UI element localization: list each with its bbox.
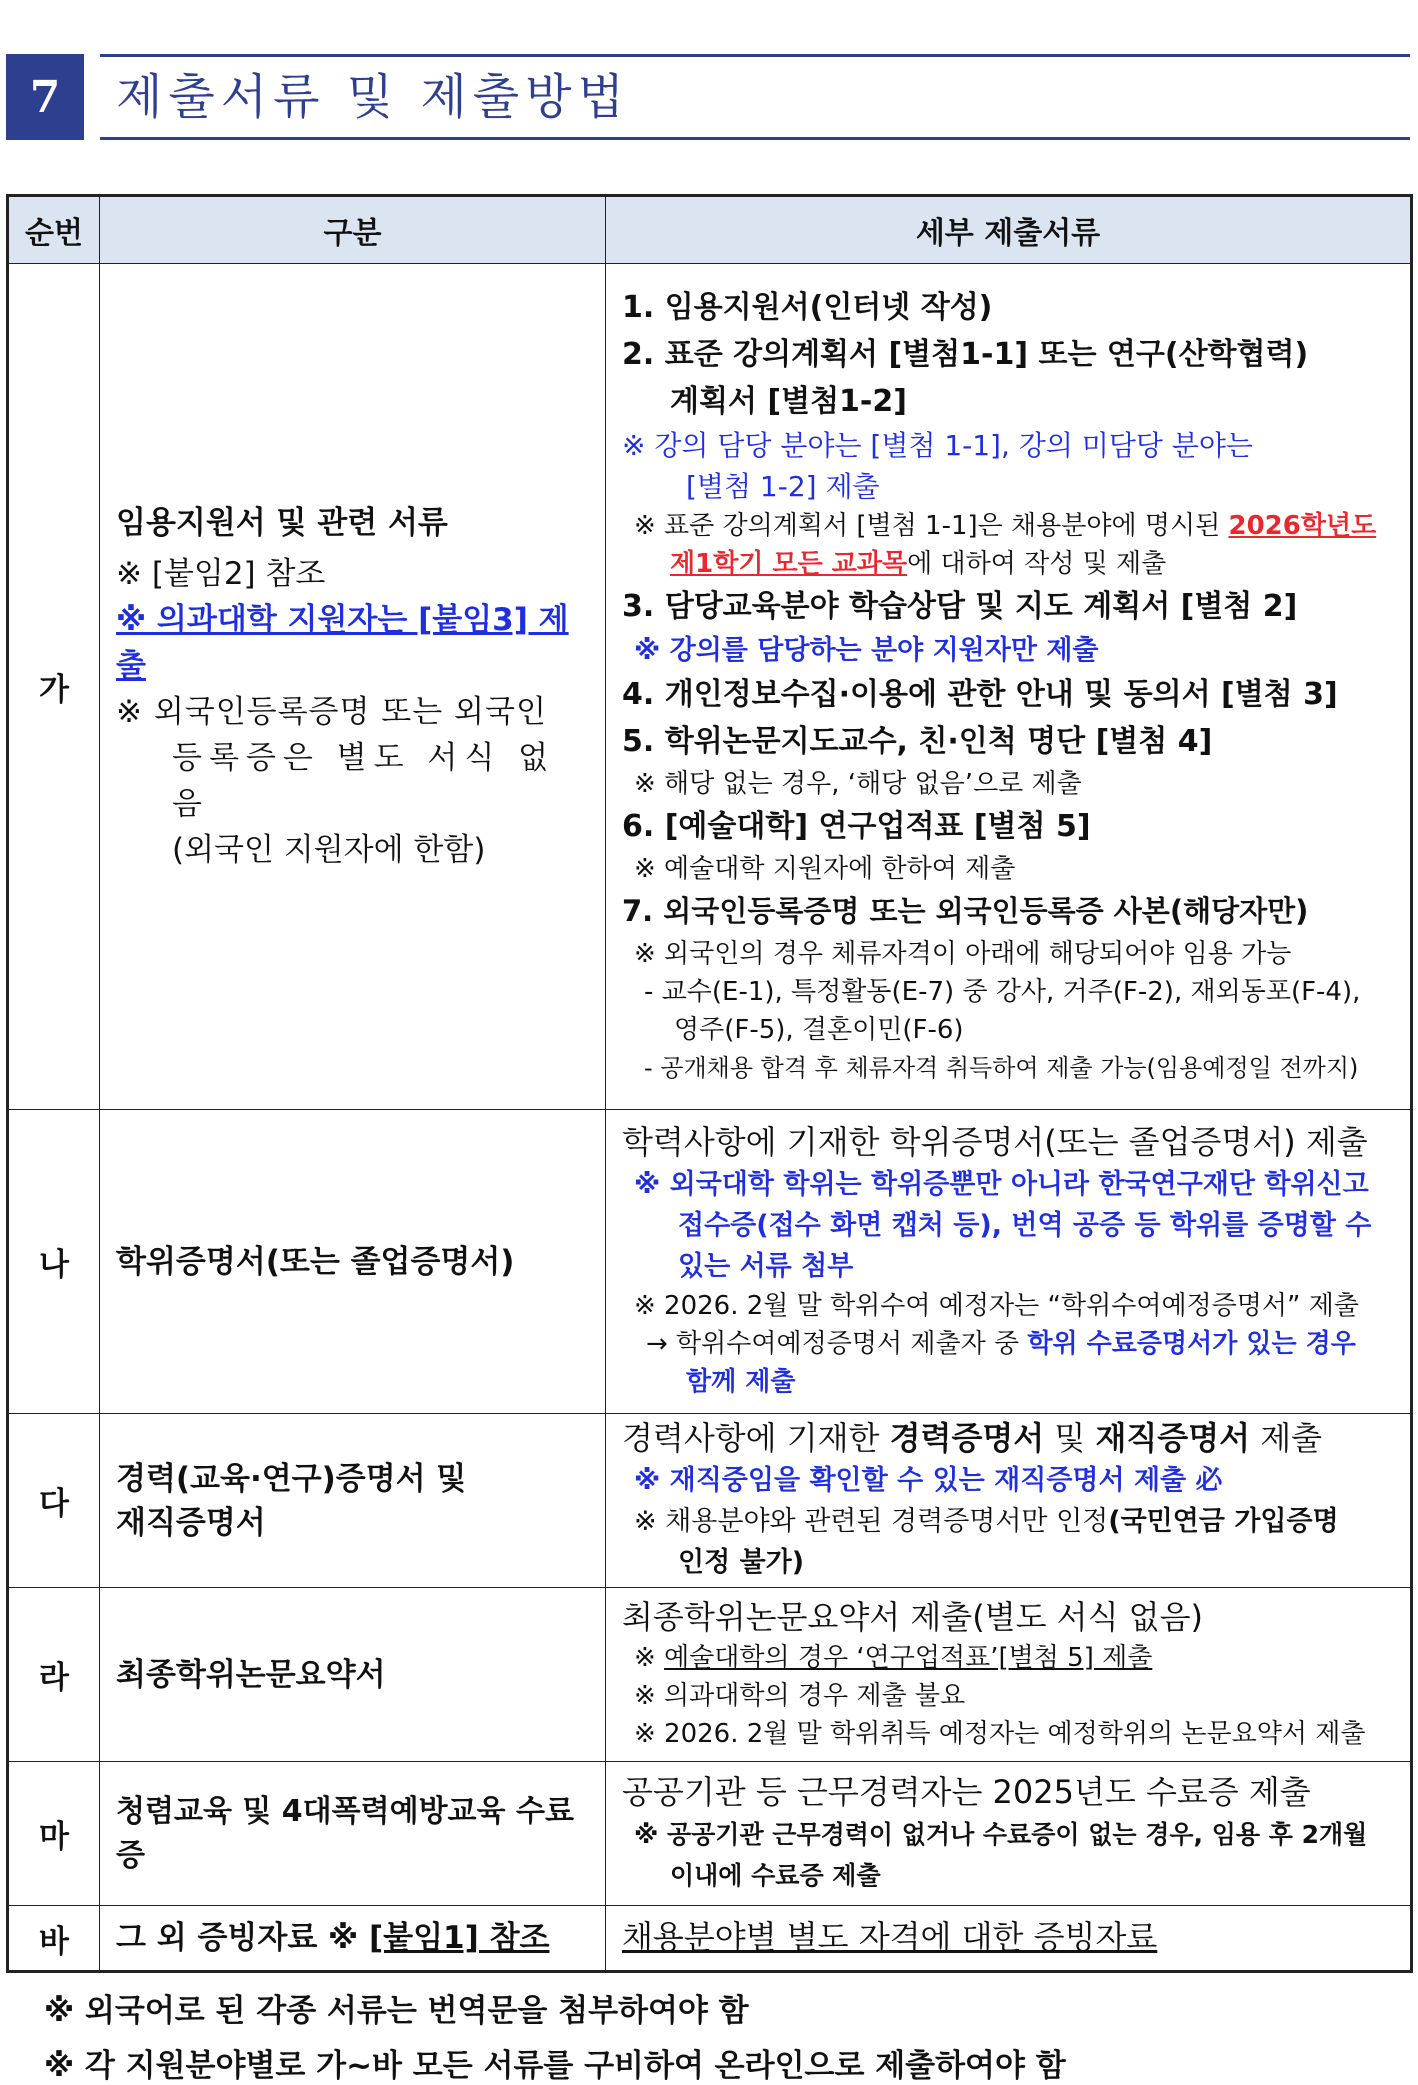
row-details xyxy=(606,1906,1412,1972)
table-row xyxy=(8,1906,1412,1972)
section-title: 제출서류 및 제출방법 xyxy=(116,69,630,125)
detail-item: 계획서 [별첨1-2] xyxy=(670,384,907,419)
detail-note: ※ 외국대학 학위는 학위증뿐만 아니라 한국연구재단 학위신고 xyxy=(634,1169,1369,1200)
detail-note xyxy=(622,1325,1398,1363)
detail-item: 6. [예술대학] 연구업적표 [별첨 5] xyxy=(622,809,1091,844)
header-rule-bottom xyxy=(100,137,1410,140)
detail-note xyxy=(622,545,1398,583)
row-index: 다 xyxy=(8,1414,100,1588)
detail-note: ※ 해당 없는 경우, ‘해당 없음’으로 제출 xyxy=(634,769,1082,799)
detail-note: ※ 의과대학의 경우 제출 불요 xyxy=(634,1680,966,1711)
detail-note xyxy=(622,1639,1398,1677)
row-category: 최종학위논문요약서 xyxy=(100,1588,606,1762)
detail-main xyxy=(622,1416,1398,1460)
highlight-text: 2026학년도 xyxy=(1228,511,1377,541)
category-line: 경력(교육·연구)증명서 및 xyxy=(116,1460,467,1497)
detail-main: 학력사항에 기재한 학위증명서(또는 졸업증명서) 제출 xyxy=(622,1123,1368,1161)
detail-note: ※ 2026. 2월 말 학위취득 예정자는 예정학위의 논문요약서 제출 xyxy=(634,1718,1366,1749)
row-category: 청렴교육 및 4대폭력예방교육 수료증 xyxy=(100,1762,606,1906)
row-index: 나 xyxy=(8,1110,100,1414)
detail-note: ※ 공공기관 근무경력이 없거나 수료증이 없는 경우, 임용 후 2개월 xyxy=(634,1819,1368,1849)
table-row xyxy=(8,1762,1412,1906)
section-header xyxy=(6,54,1404,144)
footnote: ※ 각 지원분야별로 가~바 모든 서류를 구비하여 온라인으로 제출하여야 함 xyxy=(44,2048,1066,2084)
detail-item: 4. 개인정보수집·이용에 관한 안내 및 동의서 [별첨 3] xyxy=(622,677,1338,712)
detail-underline: 예술대학의 경우 ‘연구업적표’[별첨 5] 제출 xyxy=(664,1642,1153,1673)
attachment3-link[interactable]: ※ 의과대학 지원자는 [붙임3] 제출 xyxy=(116,601,569,684)
category-note-link xyxy=(116,597,589,689)
detail-main: 공공기관 등 근무경력자는 2025년도 수료증 제출 xyxy=(622,1772,1311,1811)
header-category: 구분 xyxy=(100,196,606,264)
category-note: ※ [붙임2] 참조 xyxy=(116,555,326,592)
detail-text: ※ 표준 강의계획서 [별첨 1-1]은 채용분야에 명시된 xyxy=(634,511,1229,541)
detail-text: 제출 xyxy=(1250,1419,1323,1457)
detail-main: 최종학위논문요약서 제출(별도 서식 없음) xyxy=(622,1597,1203,1636)
detail-item: 2. 표준 강의계획서 [별첨1-1] 또는 연구(산학협력) xyxy=(622,337,1309,372)
detail-note: 영주(F-5), 결혼이민(F-6) xyxy=(674,1015,964,1045)
header-rule-top xyxy=(100,54,1410,57)
row-details xyxy=(606,1110,1412,1414)
row-details xyxy=(606,1762,1412,1906)
detail-note: 있는 서류 첨부 xyxy=(678,1251,854,1282)
footnote: ※ 외국어로 된 각종 서류는 번역문을 첨부하여야 함 xyxy=(44,1993,749,2029)
detail-item: 3. 담당교육분야 학습상담 및 지도 계획서 [별첨 2] xyxy=(622,589,1298,624)
detail-note: 인정 불가) xyxy=(678,1547,805,1578)
detail-text: ※ 채용분야와 관련된 경력증명서만 인정 xyxy=(634,1506,1109,1537)
row-index: 가 xyxy=(8,264,100,1110)
row-category xyxy=(100,264,606,1110)
row-details xyxy=(606,1414,1412,1588)
detail-text: ※ xyxy=(634,1642,665,1673)
detail-note: ※ 외국인의 경우 체류자격이 아래에 해당되어야 임용 가능 xyxy=(634,939,1292,969)
detail-note: [별첨 1-2] 제출 xyxy=(686,470,880,503)
section-number: 7 xyxy=(6,54,84,140)
detail-note: 이내에 수료증 제출 xyxy=(670,1860,881,1890)
table-row xyxy=(8,1110,1412,1414)
category-note: (외국인 지원자에 한함) xyxy=(172,831,486,868)
category-text: 그 외 증빙자료 ※ xyxy=(116,1920,369,1956)
highlight-text: 제1학기 모든 교과목 xyxy=(670,549,908,579)
detail-note: - 공개채용 합격 후 체류자격 취득하여 제출 가능(임용예정일 전까지) xyxy=(644,1054,1359,1082)
detail-item: 1. 임용지원서(인터넷 작성) xyxy=(622,290,993,325)
row-details xyxy=(606,264,1412,1110)
table-header-row xyxy=(8,196,1412,264)
row-index: 바 xyxy=(8,1906,100,1972)
highlight-text: 학위 수료증명서가 있는 경우 xyxy=(1027,1329,1356,1359)
detail-note xyxy=(622,1501,1398,1542)
detail-note: ※ 재직중임을 확인할 수 있는 재직증명서 제출 必 xyxy=(634,1465,1223,1496)
detail-main: 채용분야별 별도 자격에 대한 증빙자료 xyxy=(622,1918,1158,1956)
detail-note: ※ 강의 담당 분야는 [별첨 1-1], 강의 미담당 분야는 xyxy=(622,429,1253,462)
category-line: 재직증명서 xyxy=(116,1504,266,1541)
detail-text: 및 xyxy=(1044,1419,1096,1457)
detail-bold: 경력증명서 xyxy=(889,1419,1045,1457)
detail-note xyxy=(622,507,1398,545)
detail-note: ※ 2026. 2월 말 학위수여 예정자는 “학위수여예정증명서” 제출 xyxy=(634,1291,1359,1321)
header-index: 순번 xyxy=(8,196,100,264)
row-details xyxy=(606,1588,1412,1762)
attachment1-link[interactable]: [붙임1] 참조 xyxy=(368,1920,550,1956)
header-details: 세부 제출서류 xyxy=(606,196,1412,264)
requirements-table xyxy=(6,194,1413,1973)
row-category xyxy=(100,1414,606,1588)
detail-note: ※ 예술대학 지원자에 한하여 제출 xyxy=(634,854,1016,884)
category-note: ※ 외국인등록증명 또는 외국인 xyxy=(116,693,547,730)
detail-bold: (국민연금 가입증명 xyxy=(1108,1506,1339,1537)
row-category xyxy=(100,1906,606,1972)
row-index: 마 xyxy=(8,1762,100,1906)
row-category: 학위증명서(또는 졸업증명서) xyxy=(100,1110,606,1414)
detail-item: 5. 학위논문지도교수, 친·인척 명단 [별첨 4] xyxy=(622,724,1213,759)
category-title: 임용지원서 및 관련 서류 xyxy=(116,504,448,541)
table-row xyxy=(8,264,1412,1110)
category-note: 등록증은 별도 서식 없음 xyxy=(172,739,556,822)
detail-note: ※ 강의를 담당하는 분야 지원자만 제출 xyxy=(634,635,1099,666)
detail-note: - 교수(E-1), 특정활동(E-7) 중 강사, 거주(F-2), 재외동포(F-4), xyxy=(644,977,1361,1007)
detail-text: 경력사항에 기재한 xyxy=(622,1419,890,1457)
table-row xyxy=(8,1588,1412,1762)
detail-bold: 재직증명서 xyxy=(1095,1419,1251,1457)
detail-note: 접수증(접수 화면 캡처 등), 번역 공증 등 학위를 증명할 수 xyxy=(678,1210,1372,1241)
detail-item: 7. 외국인등록증명 또는 외국인등록증 사본(해당자만) xyxy=(622,894,1309,928)
detail-note: 함께 제출 xyxy=(686,1367,796,1397)
row-index: 라 xyxy=(8,1588,100,1762)
table-row xyxy=(8,1414,1412,1588)
detail-text: 에 대하여 작성 및 제출 xyxy=(907,549,1167,579)
detail-text: → 학위수여예정증명서 제출자 중 xyxy=(646,1329,1028,1359)
